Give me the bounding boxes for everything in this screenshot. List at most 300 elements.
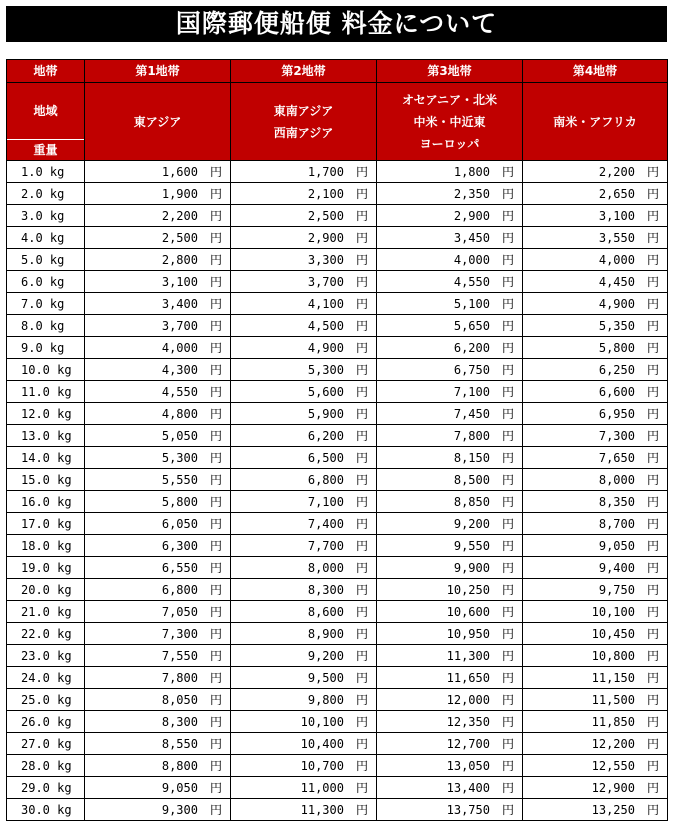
page-title: 国際郵便船便 料金について: [6, 6, 667, 42]
weight-cell: 28.0 kg: [7, 755, 85, 777]
price-amount: 6,750: [453, 363, 490, 377]
price-cell-zone-3: [377, 469, 523, 491]
price-cell-zone-2: [231, 381, 377, 403]
table-row: [7, 535, 668, 557]
yen-unit: 円: [646, 781, 659, 795]
zone-3-region: オセアニア・北米 中米・中近東 ヨーロッパ: [377, 83, 523, 161]
price-cell-zone-4: [523, 733, 668, 755]
table-row: [7, 249, 668, 271]
zone-2-header: 第2地帯: [231, 60, 377, 83]
price-cell-zone-1: [85, 777, 231, 799]
weight-cell: 13.0 kg: [7, 425, 85, 447]
yen-unit: 円: [355, 737, 368, 751]
price-cell-zone-3: [377, 337, 523, 359]
price-cell-zone-2: [231, 689, 377, 711]
weight-cell: 20.0 kg: [7, 579, 85, 601]
yen-unit: 円: [646, 517, 659, 531]
price-amount: 9,900: [453, 561, 490, 575]
yen-unit: 円: [501, 781, 514, 795]
price-amount: 7,300: [598, 429, 635, 443]
price-amount: 8,600: [307, 605, 344, 619]
table-row: [7, 315, 668, 337]
price-amount: 10,950: [446, 627, 490, 641]
price-amount: 8,300: [161, 715, 198, 729]
yen-unit: 円: [355, 539, 368, 553]
price-cell-zone-2: [231, 513, 377, 535]
price-cell-zone-1: [85, 755, 231, 777]
price-amount: 11,300: [300, 803, 344, 817]
price-cell-zone-3: [377, 403, 523, 425]
price-amount: 11,150: [591, 671, 635, 685]
weight-cell: 24.0 kg: [7, 667, 85, 689]
price-amount: 7,450: [453, 407, 490, 421]
price-cell-zone-4: [523, 711, 668, 733]
weight-cell: 4.0 kg: [7, 227, 85, 249]
price-cell-zone-4: [523, 271, 668, 293]
price-cell-zone-1: [85, 293, 231, 315]
yen-unit: 円: [501, 605, 514, 619]
price-amount: 10,450: [591, 627, 635, 641]
weight-cell: 3.0 kg: [7, 205, 85, 227]
weight-cell: 11.0 kg: [7, 381, 85, 403]
price-cell-zone-3: [377, 557, 523, 579]
yen-unit: 円: [501, 165, 514, 179]
weight-cell: 7.0 kg: [7, 293, 85, 315]
yen-unit: 円: [355, 451, 368, 465]
price-cell-zone-4: [523, 667, 668, 689]
yen-unit: 円: [209, 209, 222, 223]
price-amount: 2,350: [453, 187, 490, 201]
price-cell-zone-1: [85, 535, 231, 557]
price-amount: 9,400: [598, 561, 635, 575]
yen-unit: 円: [501, 715, 514, 729]
table-row: [7, 667, 668, 689]
yen-unit: 円: [646, 407, 659, 421]
price-cell-zone-1: [85, 491, 231, 513]
table-row: [7, 799, 668, 821]
price-cell-zone-2: [231, 645, 377, 667]
price-cell-zone-4: [523, 293, 668, 315]
price-amount: 3,400: [161, 297, 198, 311]
yen-unit: 円: [209, 363, 222, 377]
weight-cell: 27.0 kg: [7, 733, 85, 755]
yen-unit: 円: [355, 473, 368, 487]
price-cell-zone-1: [85, 513, 231, 535]
table-row: [7, 403, 668, 425]
price-cell-zone-3: [377, 359, 523, 381]
weight-cell: 8.0 kg: [7, 315, 85, 337]
yen-unit: 円: [501, 803, 514, 817]
yen-unit: 円: [209, 451, 222, 465]
price-amount: 4,450: [598, 275, 635, 289]
price-cell-zone-3: [377, 711, 523, 733]
price-amount: 10,800: [591, 649, 635, 663]
yen-unit: 円: [501, 583, 514, 597]
price-amount: 4,300: [161, 363, 198, 377]
yen-unit: 円: [355, 297, 368, 311]
weight-cell: 22.0 kg: [7, 623, 85, 645]
price-cell-zone-4: [523, 315, 668, 337]
price-cell-zone-2: [231, 755, 377, 777]
price-cell-zone-2: [231, 711, 377, 733]
yen-unit: 円: [501, 495, 514, 509]
yen-unit: 円: [355, 759, 368, 773]
price-amount: 7,100: [453, 385, 490, 399]
yen-unit: 円: [355, 627, 368, 641]
weight-cell: 26.0 kg: [7, 711, 85, 733]
weight-cell: 6.0 kg: [7, 271, 85, 293]
price-cell-zone-4: [523, 491, 668, 513]
weight-label: 重量: [33, 143, 58, 157]
region-label: 地域: [7, 83, 84, 140]
yen-unit: 円: [355, 781, 368, 795]
yen-unit: 円: [209, 253, 222, 267]
price-amount: 7,300: [161, 627, 198, 641]
price-cell-zone-2: [231, 601, 377, 623]
price-cell-zone-4: [523, 161, 668, 183]
yen-unit: 円: [355, 693, 368, 707]
price-amount: 2,900: [307, 231, 344, 245]
price-cell-zone-1: [85, 469, 231, 491]
weight-cell: 14.0 kg: [7, 447, 85, 469]
yen-unit: 円: [355, 253, 368, 267]
price-amount: 8,000: [307, 561, 344, 575]
price-cell-zone-2: [231, 667, 377, 689]
yen-unit: 円: [501, 341, 514, 355]
price-amount: 4,100: [307, 297, 344, 311]
weight-cell: 15.0 kg: [7, 469, 85, 491]
price-cell-zone-3: [377, 623, 523, 645]
yen-unit: 円: [209, 231, 222, 245]
price-amount: 9,050: [598, 539, 635, 553]
yen-unit: 円: [501, 671, 514, 685]
yen-unit: 円: [501, 231, 514, 245]
price-amount: 9,200: [453, 517, 490, 531]
table-row: [7, 183, 668, 205]
price-amount: 8,500: [453, 473, 490, 487]
price-cell-zone-1: [85, 271, 231, 293]
yen-unit: 円: [209, 627, 222, 641]
yen-unit: 円: [209, 275, 222, 289]
price-amount: 7,700: [307, 539, 344, 553]
price-cell-zone-1: [85, 579, 231, 601]
price-cell-zone-3: [377, 249, 523, 271]
price-cell-zone-2: [231, 293, 377, 315]
table-row: [7, 381, 668, 403]
price-amount: 3,700: [307, 275, 344, 289]
price-cell-zone-2: [231, 205, 377, 227]
price-amount: 5,100: [453, 297, 490, 311]
yen-unit: 円: [355, 583, 368, 597]
price-cell-zone-2: [231, 557, 377, 579]
table-row: [7, 645, 668, 667]
yen-unit: 円: [501, 517, 514, 531]
rate-table: [6, 59, 668, 821]
yen-unit: 円: [646, 341, 659, 355]
price-cell-zone-3: [377, 755, 523, 777]
price-amount: 8,350: [598, 495, 635, 509]
price-amount: 6,250: [598, 363, 635, 377]
price-cell-zone-1: [85, 711, 231, 733]
price-cell-zone-2: [231, 447, 377, 469]
weight-cell: 29.0 kg: [7, 777, 85, 799]
table-row: [7, 447, 668, 469]
price-cell-zone-1: [85, 799, 231, 821]
yen-unit: 円: [209, 737, 222, 751]
price-amount: 9,200: [307, 649, 344, 663]
yen-unit: 円: [355, 165, 368, 179]
yen-unit: 円: [501, 649, 514, 663]
price-amount: 5,350: [598, 319, 635, 333]
price-cell-zone-3: [377, 425, 523, 447]
price-amount: 13,400: [446, 781, 490, 795]
price-cell-zone-3: [377, 183, 523, 205]
yen-unit: 円: [501, 429, 514, 443]
yen-unit: 円: [355, 605, 368, 619]
price-amount: 10,100: [300, 715, 344, 729]
table-row: [7, 359, 668, 381]
weight-cell: 25.0 kg: [7, 689, 85, 711]
price-amount: 10,600: [446, 605, 490, 619]
yen-unit: 円: [355, 803, 368, 817]
price-cell-zone-3: [377, 161, 523, 183]
price-cell-zone-4: [523, 799, 668, 821]
yen-unit: 円: [646, 297, 659, 311]
price-cell-zone-3: [377, 513, 523, 535]
price-amount: 9,300: [161, 803, 198, 817]
price-cell-zone-4: [523, 183, 668, 205]
table-row: [7, 601, 668, 623]
yen-unit: 円: [646, 429, 659, 443]
price-amount: 12,700: [446, 737, 490, 751]
price-amount: 6,600: [598, 385, 635, 399]
price-amount: 8,050: [161, 693, 198, 707]
price-amount: 9,800: [307, 693, 344, 707]
price-amount: 13,050: [446, 759, 490, 773]
price-cell-zone-2: [231, 359, 377, 381]
price-cell-zone-4: [523, 601, 668, 623]
price-cell-zone-3: [377, 579, 523, 601]
price-amount: 8,300: [307, 583, 344, 597]
yen-unit: 円: [501, 627, 514, 641]
price-cell-zone-4: [523, 689, 668, 711]
price-amount: 12,000: [446, 693, 490, 707]
yen-unit: 円: [501, 319, 514, 333]
table-row: [7, 161, 668, 183]
price-cell-zone-4: [523, 359, 668, 381]
price-amount: 6,500: [307, 451, 344, 465]
price-cell-zone-3: [377, 205, 523, 227]
price-cell-zone-2: [231, 403, 377, 425]
yen-unit: 円: [646, 495, 659, 509]
weight-cell: 1.0 kg: [7, 161, 85, 183]
price-amount: 4,000: [161, 341, 198, 355]
price-amount: 7,050: [161, 605, 198, 619]
price-cell-zone-2: [231, 491, 377, 513]
region-header-row: [7, 83, 668, 161]
price-cell-zone-2: [231, 623, 377, 645]
yen-unit: 円: [355, 649, 368, 663]
yen-unit: 円: [501, 385, 514, 399]
price-amount: 11,000: [300, 781, 344, 795]
price-cell-zone-4: [523, 513, 668, 535]
yen-unit: 円: [209, 715, 222, 729]
yen-unit: 円: [646, 671, 659, 685]
price-cell-zone-3: [377, 315, 523, 337]
price-amount: 11,500: [591, 693, 635, 707]
price-cell-zone-4: [523, 645, 668, 667]
price-cell-zone-4: [523, 425, 668, 447]
price-amount: 6,200: [453, 341, 490, 355]
table-row: [7, 557, 668, 579]
price-cell-zone-4: [523, 623, 668, 645]
price-cell-zone-4: [523, 447, 668, 469]
yen-unit: 円: [209, 319, 222, 333]
price-cell-zone-2: [231, 337, 377, 359]
price-amount: 4,500: [307, 319, 344, 333]
price-amount: 8,900: [307, 627, 344, 641]
price-amount: 5,900: [307, 407, 344, 421]
price-amount: 5,650: [453, 319, 490, 333]
yen-unit: 円: [646, 209, 659, 223]
zone-label: 地帯: [7, 60, 85, 83]
price-amount: 6,550: [161, 561, 198, 575]
price-amount: 3,100: [598, 209, 635, 223]
yen-unit: 円: [209, 671, 222, 685]
price-amount: 3,700: [161, 319, 198, 333]
price-cell-zone-2: [231, 733, 377, 755]
yen-unit: 円: [209, 561, 222, 575]
weight-cell: 5.0 kg: [7, 249, 85, 271]
price-amount: 2,200: [161, 209, 198, 223]
price-amount: 13,750: [446, 803, 490, 817]
price-amount: 3,300: [307, 253, 344, 267]
yen-unit: 円: [209, 187, 222, 201]
yen-unit: 円: [209, 495, 222, 509]
yen-unit: 円: [646, 561, 659, 575]
price-cell-zone-3: [377, 227, 523, 249]
price-amount: 6,300: [161, 539, 198, 553]
yen-unit: 円: [646, 253, 659, 267]
price-cell-zone-3: [377, 381, 523, 403]
yen-unit: 円: [209, 781, 222, 795]
yen-unit: 円: [501, 363, 514, 377]
price-amount: 7,800: [453, 429, 490, 443]
price-amount: 10,400: [300, 737, 344, 751]
price-amount: 5,600: [307, 385, 344, 399]
weight-cell: 19.0 kg: [7, 557, 85, 579]
zone-3-header: 第3地帯: [377, 60, 523, 83]
price-cell-zone-4: [523, 755, 668, 777]
price-cell-zone-1: [85, 425, 231, 447]
price-cell-zone-2: [231, 249, 377, 271]
price-cell-zone-4: [523, 403, 668, 425]
price-cell-zone-2: [231, 777, 377, 799]
table-row: [7, 205, 668, 227]
table-row: [7, 227, 668, 249]
price-cell-zone-1: [85, 689, 231, 711]
yen-unit: 円: [355, 209, 368, 223]
yen-unit: 円: [355, 671, 368, 685]
price-cell-zone-4: [523, 337, 668, 359]
yen-unit: 円: [646, 187, 659, 201]
yen-unit: 円: [646, 583, 659, 597]
yen-unit: 円: [646, 363, 659, 377]
price-cell-zone-1: [85, 733, 231, 755]
price-amount: 11,650: [446, 671, 490, 685]
table-row: [7, 337, 668, 359]
price-amount: 2,500: [307, 209, 344, 223]
yen-unit: 円: [355, 275, 368, 289]
yen-unit: 円: [646, 275, 659, 289]
price-amount: 3,550: [598, 231, 635, 245]
price-amount: 7,100: [307, 495, 344, 509]
weight-cell: 17.0 kg: [7, 513, 85, 535]
price-amount: 1,800: [453, 165, 490, 179]
price-amount: 9,500: [307, 671, 344, 685]
price-amount: 11,850: [591, 715, 635, 729]
yen-unit: 円: [209, 473, 222, 487]
price-amount: 5,800: [161, 495, 198, 509]
price-amount: 12,900: [591, 781, 635, 795]
price-cell-zone-1: [85, 249, 231, 271]
weight-cell: 2.0 kg: [7, 183, 85, 205]
yen-unit: 円: [646, 451, 659, 465]
yen-unit: 円: [501, 539, 514, 553]
yen-unit: 円: [209, 385, 222, 399]
yen-unit: 円: [355, 319, 368, 333]
price-amount: 5,050: [161, 429, 198, 443]
yen-unit: 円: [209, 517, 222, 531]
price-cell-zone-3: [377, 667, 523, 689]
yen-unit: 円: [209, 341, 222, 355]
price-cell-zone-4: [523, 249, 668, 271]
price-amount: 4,550: [453, 275, 490, 289]
yen-unit: 円: [646, 627, 659, 641]
yen-unit: 円: [501, 253, 514, 267]
price-amount: 6,050: [161, 517, 198, 531]
price-cell-zone-4: [523, 777, 668, 799]
price-cell-zone-4: [523, 469, 668, 491]
price-cell-zone-2: [231, 315, 377, 337]
price-amount: 8,000: [598, 473, 635, 487]
price-cell-zone-4: [523, 227, 668, 249]
price-cell-zone-1: [85, 667, 231, 689]
price-amount: 6,200: [307, 429, 344, 443]
yen-unit: 円: [646, 693, 659, 707]
table-row: [7, 755, 668, 777]
price-cell-zone-2: [231, 227, 377, 249]
price-amount: 4,900: [598, 297, 635, 311]
price-amount: 12,550: [591, 759, 635, 773]
price-amount: 1,600: [161, 165, 198, 179]
price-amount: 7,550: [161, 649, 198, 663]
price-cell-zone-4: [523, 579, 668, 601]
price-cell-zone-1: [85, 315, 231, 337]
yen-unit: 円: [646, 539, 659, 553]
table-row: [7, 271, 668, 293]
price-amount: 4,550: [161, 385, 198, 399]
price-cell-zone-2: [231, 469, 377, 491]
yen-unit: 円: [501, 407, 514, 421]
yen-unit: 円: [501, 275, 514, 289]
yen-unit: 円: [355, 429, 368, 443]
zone-4-region: 南米・アフリカ: [523, 83, 668, 161]
zone-1-header: 第1地帯: [85, 60, 231, 83]
yen-unit: 円: [355, 341, 368, 355]
zone-2-region: 東南アジア 西南アジア: [231, 83, 377, 161]
price-amount: 2,500: [161, 231, 198, 245]
